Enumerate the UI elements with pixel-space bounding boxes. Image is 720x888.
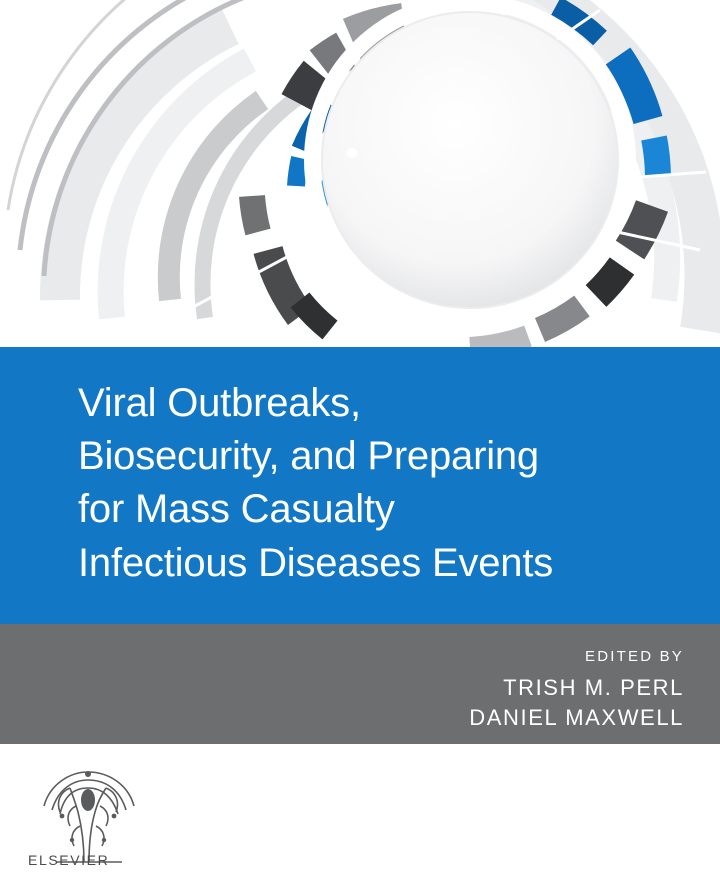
title-line-2: Biosecurity, and Preparing [78,434,539,479]
book-title [78,377,686,590]
editor-name-1: TRISH M. PERL [503,675,684,700]
ring-burst-icon [0,0,720,347]
title-line-1: Viral Outbreaks, [78,381,361,425]
edited-by-label: EDITED BY [585,648,684,665]
cover-artwork [0,0,720,347]
editor-name-2: DANIEL MAXWELL [469,705,684,730]
publisher-band [0,744,720,888]
title-line-3: for Mass Casualty [78,487,395,532]
publisher-name: ELSEVIER [28,852,110,868]
editor-band [0,624,720,744]
title-band [0,347,720,624]
title-line-4: Infectious Diseases Events [78,540,554,585]
